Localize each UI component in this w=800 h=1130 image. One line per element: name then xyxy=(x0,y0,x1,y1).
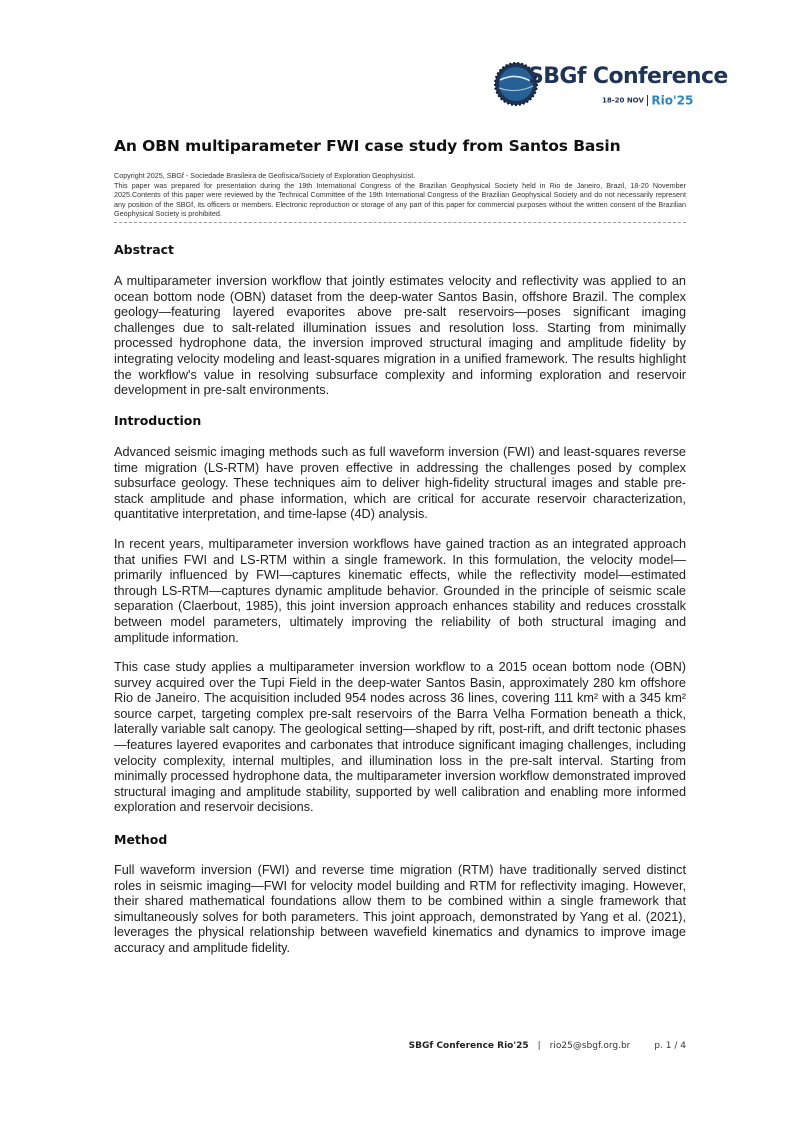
footer-email[interactable]: rio25@sbgf.org.br xyxy=(549,1041,631,1051)
logo-name: SBGf Conference xyxy=(528,64,728,89)
introduction-paragraph-1: Advanced seismic imaging methods such as full waveform inversion (FWI) and least-squares reverse time migration (LS-RTM) have proven effective in addressing the challenges posed by complex subsurface geology. These techniques aim to deliver high-fidelity structural images and stable pre-stack amplitude and phase information, which are critical for accurate reservoir characterization, quantitative interpretation, and time-lapse (4D) analysis. xyxy=(114,445,686,522)
introduction-paragraph-3: This case study applies a multiparameter inversion workflow to a 2015 ocean bottom node (OBN) survey acquired over the Tupi Field in the deep-water Santos Basin, approximately 280 km offshore Rio de Janeiro. The acquisition included 954 nodes across 36 lines, covering 111 km² with a 345 km² source carpet, targeting complex pre-salt reservoirs of the Barra Velha Formation beneath a thick, laterally variable salt canopy. The geological setting—shaped by rift, post-rift, and drift tectonic phases—features layered evaporites and carbonates that introduce significant imaging challenges, including velocity complexity, internal multiples, and illumination loss in the pre-salt interval. Starting from minimally processed hydrophone data, the multiparameter inversion workflow demonstrated improved structural imaging and amplitude stability, supported by well calibration and enabling more informed exploration and reservoir decisions. xyxy=(114,660,686,815)
logo-dates: 18-20 NOV xyxy=(602,96,644,105)
page-footer xyxy=(0,1041,686,1051)
paper-title: An OBN multiparameter FWI case study from Santos Basin xyxy=(114,137,621,155)
abstract-body: A multiparameter inversion workflow that jointly estimates velocity and reflectivity was applied to an ocean bottom node (OBN) dataset from the deep-water Santos Basin, offshore Brazil. The complex geology—featuring layered evaporites above pre-salt reservoirs—poses significant imaging challenges due to salt-related illumination issues and resolution loss. Starting from minimally processed hydrophone data, the inversion improved structural imaging and amplitude fidelity by integrating velocity modeling and least-squares migration in a unified framework. The results highlight the workflow's value in resolving subsurface complexity and informing exploration and reservoir development in pre-salt environments. xyxy=(114,274,686,398)
method-heading: Method xyxy=(114,832,168,847)
introduction-heading: Introduction xyxy=(114,413,202,428)
copyright-line: Copyright 2025, SBGf - Sociedade Brasileira de Geofísica/Society of Exploration Geophysicist. xyxy=(114,171,416,180)
introduction-paragraph-2: In recent years, multiparameter inversion workflows have gained traction as an integrated approach that unifies FWI and LS-RTM within a single framework. In this formulation, the velocity model—primarily influenced by FWI—captures kinematic effects, while the reflectivity model—estimated through LS-RTM—captures dynamic amplitude behavior. Grounded in the principle of seismic scale separation (Claerbout, 1985), this joint inversion approach enhances stability and reduces crosstalk between model parameters, ultimately improving the reliability of both structural imaging and amplitude information. xyxy=(114,537,686,645)
footer-page-number: p. 1 / 4 xyxy=(654,1041,686,1051)
copyright-notice xyxy=(114,171,686,219)
logo-divider xyxy=(647,95,649,106)
abstract-heading: Abstract xyxy=(114,242,175,257)
method-paragraph-1: Full waveform inversion (FWI) and reverse time migration (RTM) have traditionally served distinct roles in seismic imaging—FWI for velocity model building and RTM for reflectivity imaging. However, their shared mathematical foundations allow them to be combined within a single framework that simultaneously solves for both parameters. This joint approach, demonstrated by Yang et al. (2021), leverages the physical relationship between wavefield kinematics and dynamics to improve image accuracy and amplitude fidelity. xyxy=(114,863,686,955)
header-divider xyxy=(114,222,686,223)
footer-conference: SBGf Conference Rio'25 xyxy=(408,1041,529,1051)
logo-subtitle xyxy=(602,90,693,109)
conference-logo xyxy=(492,60,728,110)
footer-separator: | xyxy=(537,1041,541,1051)
logo-city: Rio'25 xyxy=(651,93,694,108)
copyright-statement: This paper was prepared for presentation during the 19th International Congress of the Brazilian Geophysical Society held in Rio de Janeiro, Brazil, 18-20 November 2025.Contents of this paper were reviewed by the Technical Committee of the 19th International Congress of the Brazilian Geophysical Society and do not necessarily represent any position of the SBGf, its officers or members. Electronic reproduction or storage of any part of this paper for commercial purposes without the written consent of the Brazilian Geophysical Society is prohibited. xyxy=(114,180,686,219)
